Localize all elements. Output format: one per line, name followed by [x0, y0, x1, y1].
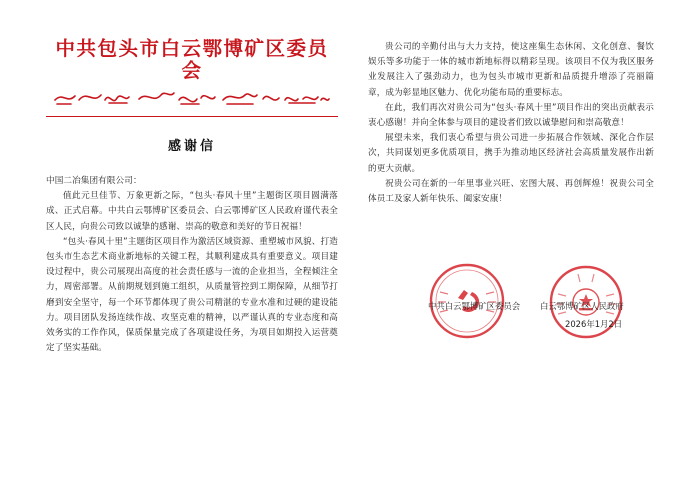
- signature-date: 2026年1月2日: [565, 319, 623, 329]
- body-paragraph: “包头·春风十里”主题街区项目作为激活区域资源、重塑城市风貌、打造包头市生态艺术商业新地标的关键工程，其顺利建成具有重要意义。项目建设过程中，贵公司展现出高度的社会责任感与一流的企业担当，全程倾注全力，周密部署。从前期规划到施工组织，从质量管控到工期保障，从细节打磨到安全坚守，每一个环节都体现了贵公司精湛的专业水准和过硬的建设能力。项目团队发扬连续作战、攻坚克难的精神，以严谨认真的专业态度和高效务实的工作作风，保质保量完成了各项建设任务，为项目如期投入运营奠定了坚实基础。: [46, 236, 338, 354]
- signature-committee: 中共白云鄂博矿区委员会: [428, 301, 521, 311]
- signature-government: 白云鄂博矿区人民政府: [540, 301, 624, 311]
- left-column: [46, 24, 338, 356]
- mongolian-script-icon: [49, 86, 335, 108]
- header-rule: [46, 116, 338, 117]
- body-paragraph: 祝贵公司在新的一年里事业兴旺、宏图大展、再创辉煌！祝贵公司全体员工及家人新年快乐、阖家安康！: [368, 178, 654, 205]
- body-paragraph: 在此，我们再次对贵公司为“包头·春风十里”项目作出的突出贡献表示衷心感谢！并向全体参与项目的建设者们致以诚挚慰问和崇高敬意！: [368, 102, 654, 129]
- salutation: 中国二冶集团有限公司：: [46, 176, 142, 186]
- letter-title: 感谢信: [167, 139, 216, 154]
- right-column: [368, 40, 654, 207]
- org-title: 中共包头市白云鄂博矿区委员会: [55, 37, 329, 82]
- body-paragraph: 值此元旦佳节、万象更新之际，“包头·春风十里”主题街区项目圆满落成、正式启幕。中共白云鄂博矿区委员会、白云鄂博矿区人民政府谨代表全区人民，向贵公司致以诚挚的感谢、崇高的敬意和美好的节日祝福！: [46, 191, 338, 232]
- body-paragraph: 贵公司的辛勤付出与大力支持，使这座集生态休闲、文化创意、餐饮娱乐等多功能于一体的城市新地标得以精彩呈现。该项目不仅为我区服务业发展注入了强劲动力，也为包头市城市更新和品质提升增添了亮丽篇章，成为彰显地区魅力、优化功能布局的重要标志。: [368, 42, 654, 98]
- body-paragraph: 展望未来，我们衷心希望与贵公司进一步拓展合作领域、深化合作层次，共同谋划更多优质项目，携手为推动地区经济社会高质量发展作出新的更大贡献。: [368, 133, 654, 174]
